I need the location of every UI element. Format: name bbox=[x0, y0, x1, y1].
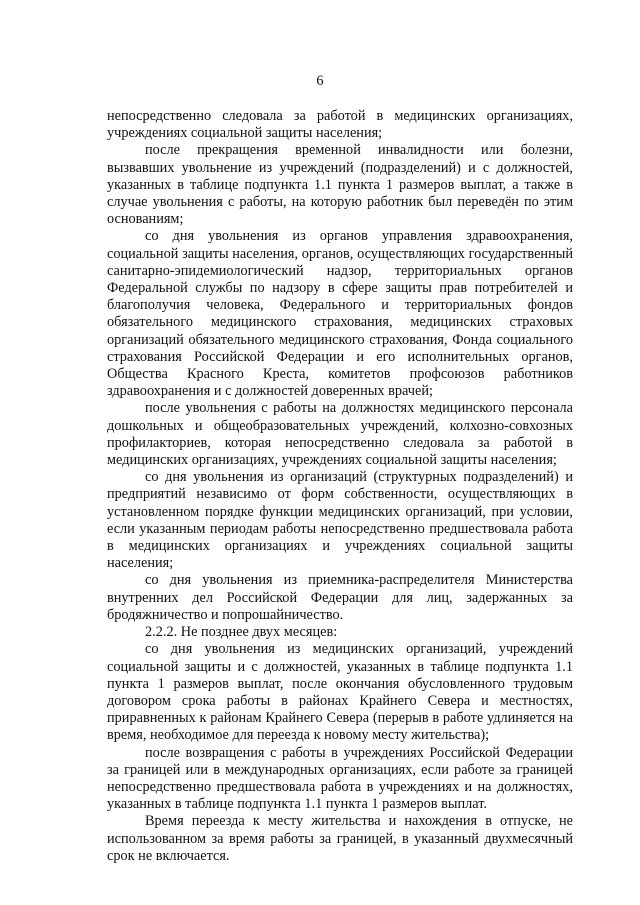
paragraph: после прекращения временной инвалидности или болезни, вызвавших увольнение из учреждений (подразделений) и с должностей, указанных в таблице подпункта 1.1 пункта 1 размеров выплат, а также в случае увольнения с работы, на которую работник был переведён по этим основаниям; bbox=[107, 142, 573, 228]
paragraph: со дня увольнения из организаций (структурных подразделений) и предприятий независимо от форм собственности, осуществляющих в установленном порядке функции медицинских организаций, при условии, если указанным периодам работы непосредственно предшествовала работа в медицинских организациях и учреждениях социальной защиты населения; bbox=[107, 469, 573, 572]
paragraph: со дня увольнения из медицинских организаций, учреждений социальной защиты и с должностей, указанных в таблице подпункта 1.1 пункта 1 размеров выплат, после окончания обусловленного трудовым договором срока работы в районах Крайнего Севера и местностях, приравненных к районам Крайнего Севера (перерыв в работе удлиняется на время, необходимое для переезда к новому месту жительства); bbox=[107, 641, 573, 744]
document-body bbox=[107, 108, 573, 865]
paragraph: после увольнения с работы на должностях медицинского персонала дошкольных и общеобразовательных учреждений, колхозно-совхозных профилакториев, которая непосредственно следовала за работой в медицинских организациях, учреждениях социальной защиты населения; bbox=[107, 400, 573, 469]
paragraph: со дня увольнения из приемника-распределителя Министерства внутренних дел Российской Федерации для лиц, задержанных за бродяжничество и попрошайничество. bbox=[107, 572, 573, 623]
paragraph: Время переезда к месту жительства и нахождения в отпуске, не использованном за время работы за границей, в указанный двухмесячный срок не включается. bbox=[107, 813, 573, 864]
paragraph-continuation: непосредственно следовала за работой в медицинских организациях, учреждениях социальной защиты населения; bbox=[107, 108, 573, 142]
paragraph: со дня увольнения из органов управления здравоохранения, социальной защиты населения, органов, осуществляющих государственный санитарно-эпидемиологический надзор, территориальных органов Федеральной службы по надзору в сфере защиты прав потребителей и благополучия человека, Федерального и территориальных фондов обязательного медицинского страхования, медицинских страховых организаций обязательного медицинского страхования, Фонда социального страхования Российской Федерации и его исполнительных органов, Общества Красного Креста, комитетов профсоюзов работников здравоохранения и с должностей доверенных врачей; bbox=[107, 228, 573, 400]
page-number: 6 bbox=[316, 73, 324, 89]
section-heading: 2.2.2. Не позднее двух месяцев: bbox=[145, 624, 338, 641]
paragraph: после возвращения с работы в учреждениях Российской Федерации за границей или в международных организациях, если работе за границей непосредственно предшествовала работа в учреждениях и на должностях, указанных в таблице подпункта 1.1 пункта 1 размеров выплат. bbox=[107, 744, 573, 813]
